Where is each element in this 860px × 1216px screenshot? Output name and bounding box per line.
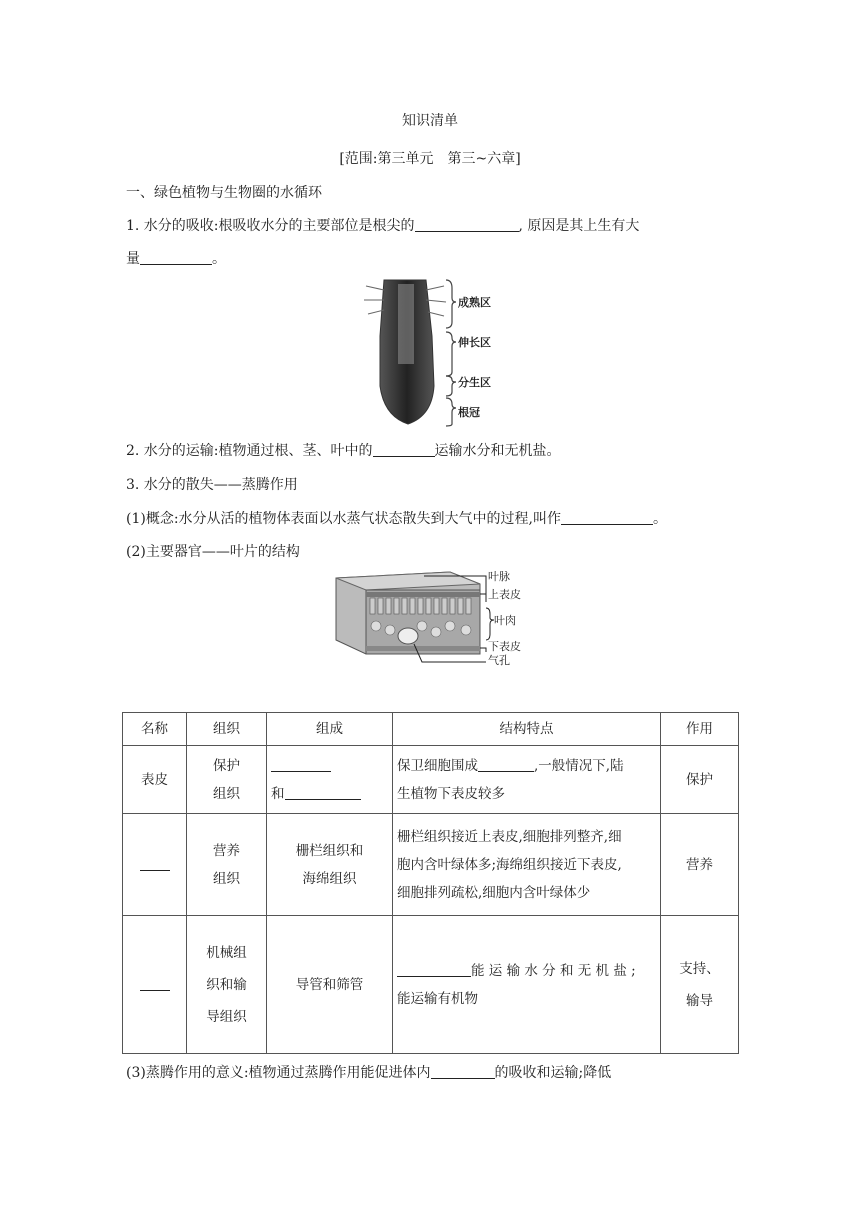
table-row <box>123 746 739 814</box>
cell-composition: 栅栏组织和 海绵组织 <box>267 814 393 916</box>
leaf-tissue-table <box>122 712 739 1054</box>
answer-blank[interactable] <box>140 856 170 871</box>
root-label-cap: 根冠 <box>458 406 480 419</box>
cell-feature: 栅栏组织接近上表皮,细胞排列整齐,细 胞内含叶绿体多;海绵组织接近下表皮, 细胞排列疏松,细胞内含叶绿体少 <box>393 814 661 916</box>
root-label-meristem: 分生区 <box>458 376 491 389</box>
cell-role: 支持、 输导 <box>661 916 739 1054</box>
cell-role: 保护 <box>661 746 739 814</box>
cell-feature: 能 运 输 水 分 和 无 机 盐 ; 能运输有机物 <box>393 916 661 1054</box>
cell-tissue: 营养 组织 <box>187 814 267 916</box>
answer-blank[interactable] <box>285 785 361 800</box>
cell-composition: 和 <box>267 746 393 814</box>
table-header-row <box>123 713 739 746</box>
item-3-1: (1)概念:水分从活的植物体表面以水蒸气状态散失到大气中的过程,叫作 。 <box>126 511 667 527</box>
leaf-label-upper-epidermis: 上表皮 <box>488 588 521 601</box>
leaf-structure-figure <box>330 568 530 668</box>
answer-blank[interactable] <box>561 510 653 525</box>
answer-blank[interactable] <box>397 962 471 977</box>
table-header: 名称 <box>123 713 187 746</box>
leaf-label-stomata: 气孔 <box>488 654 510 667</box>
cell-name <box>123 916 187 1054</box>
section-heading: 一、绿色植物与生物圈的水循环 <box>126 185 322 201</box>
root-label-elongation: 伸长区 <box>458 336 491 349</box>
root-tip-figure <box>362 276 512 428</box>
cell-role: 营养 <box>661 814 739 916</box>
item-3-3: (3)蒸腾作用的意义:植物通过蒸腾作用能促进体内 的吸收和运输;降低 <box>126 1065 612 1081</box>
table-row <box>123 814 739 916</box>
answer-blank[interactable] <box>415 217 519 232</box>
table-header: 作用 <box>661 713 739 746</box>
answer-blank[interactable] <box>271 757 331 772</box>
cell-composition: 导管和筛管 <box>267 916 393 1054</box>
item-3-2: (2)主要器官——叶片的结构 <box>126 544 300 560</box>
answer-blank[interactable] <box>140 250 212 265</box>
item-1-line-2: 量 。 <box>126 251 226 267</box>
item-3: 3. 水分的散失——蒸腾作用 <box>126 477 298 493</box>
answer-blank[interactable] <box>373 442 435 457</box>
cell-tissue: 保护 组织 <box>187 746 267 814</box>
item-1-line-1: 1. 水分的吸收:根吸收水分的主要部位是根尖的 , 原因是其上生有大 <box>126 218 640 234</box>
answer-blank[interactable] <box>140 976 170 991</box>
leaf-label-vein: 叶脉 <box>488 570 510 583</box>
answer-blank[interactable] <box>431 1064 495 1079</box>
cell-name <box>123 814 187 916</box>
item-2: 2. 水分的运输:植物通过根、茎、叶中的 运输水分和无机盐。 <box>126 443 561 459</box>
leaf-label-mesophyll: 叶肉 <box>494 614 516 627</box>
scope-note: [范围:第三单元 第三~六章] <box>339 151 521 167</box>
table-row <box>123 916 739 1054</box>
table-header: 组成 <box>267 713 393 746</box>
table-header: 组织 <box>187 713 267 746</box>
table-header: 结构特点 <box>393 713 661 746</box>
cell-name: 表皮 <box>123 746 187 814</box>
answer-blank[interactable] <box>478 757 534 772</box>
page-title: 知识清单 <box>402 113 458 129</box>
root-label-maturation: 成熟区 <box>458 296 491 309</box>
cell-tissue: 机械组 织和输 导组织 <box>187 916 267 1054</box>
leaf-label-lower-epidermis: 下表皮 <box>488 640 521 653</box>
cell-feature: 保卫细胞围成 ,一般情况下,陆 生植物下表皮较多 <box>393 746 661 814</box>
